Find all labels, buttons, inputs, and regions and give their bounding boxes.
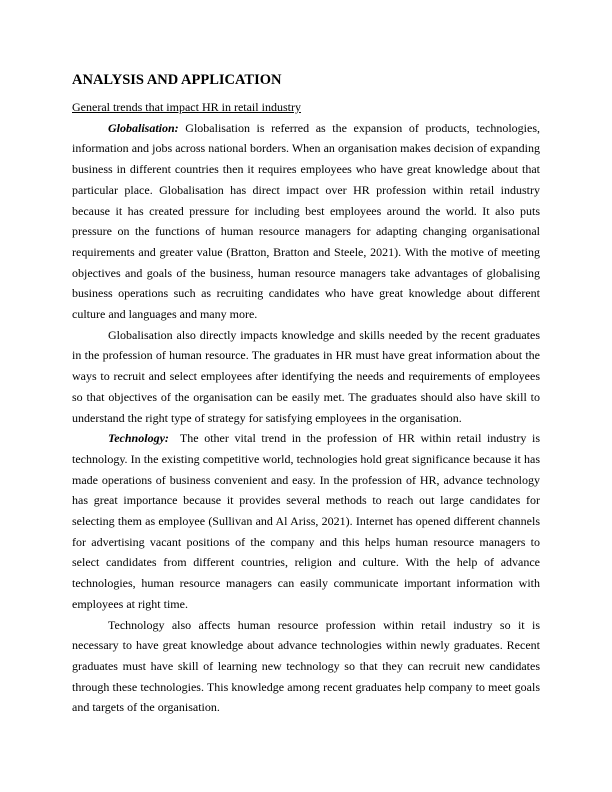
paragraph-text: The other vital trend in the profession of HR within retail industry is technology. In the existing competitive world, technologies hold great significance because it has made operations of business convenient and easy. In the profession of HR, advance technology has great importance because it provides several methods to reach out large candidates for selecting them as employee (Sullivan and Al Ariss, 2021). Internet has opened different channels for advertising vacant positions of the company and this helps human resource managers to select candidates from different countries, religion and culture. With the help of advance technologies, human resource managers can easily communicate important information with employees at right time. [72, 431, 543, 611]
paragraph-globalisation-skills [72, 325, 540, 429]
paragraph-text: Technology also affects human resource profession within retail industry so it is necessary to have great knowledge about advance technologies within newly graduates. Recent graduates must have skill of learning new technology so that they can recruit new candidates through these technologies. This knowledge among recent graduates help company to meet goals and targets of the organisation. [72, 617, 540, 715]
paragraph-globalisation [72, 118, 540, 325]
paragraph-lead: Globalisation: [108, 120, 179, 135]
paragraph-lead: Technology: [108, 431, 169, 446]
paragraph-technology-skills [72, 615, 540, 719]
paragraph-technology [72, 428, 543, 614]
paragraph-text: Globalisation is referred as the expansion of products, technologies, information and jobs across national borders. When an organisation makes decision of expanding business in different countries then it requires employees who have great knowledge about that particular place. Globalisation has direct impact over HR profession within retail industry because it has created pressure for including best employees around the world. It also puts pressure on the functions of human resource managers for adapting changing organisational requirements and greater value (Bratton, Bratton and Steele, 2021). With the motive of meeting objectives and goals of the business, human resource managers take advantages of globalising business operations such as recruiting candidates who have great knowledge about different culture and languages and many more. [72, 120, 540, 322]
document-page [72, 70, 543, 718]
section-heading: ANALYSIS AND APPLICATION [72, 72, 282, 88]
subheading: General trends that impact HR in retail industry [72, 100, 301, 114]
paragraph-text: Globalisation also directly impacts knowledge and skills needed by the recent graduates in the profession of human resource. The graduates in HR must have great information about the ways to recruit and select employees after identifying the needs and requirements of employees so that objectives of the organisation can be easily met. The graduates should also have skill to understand the right type of strategy for satisfying employees in the organisation. [72, 327, 540, 425]
